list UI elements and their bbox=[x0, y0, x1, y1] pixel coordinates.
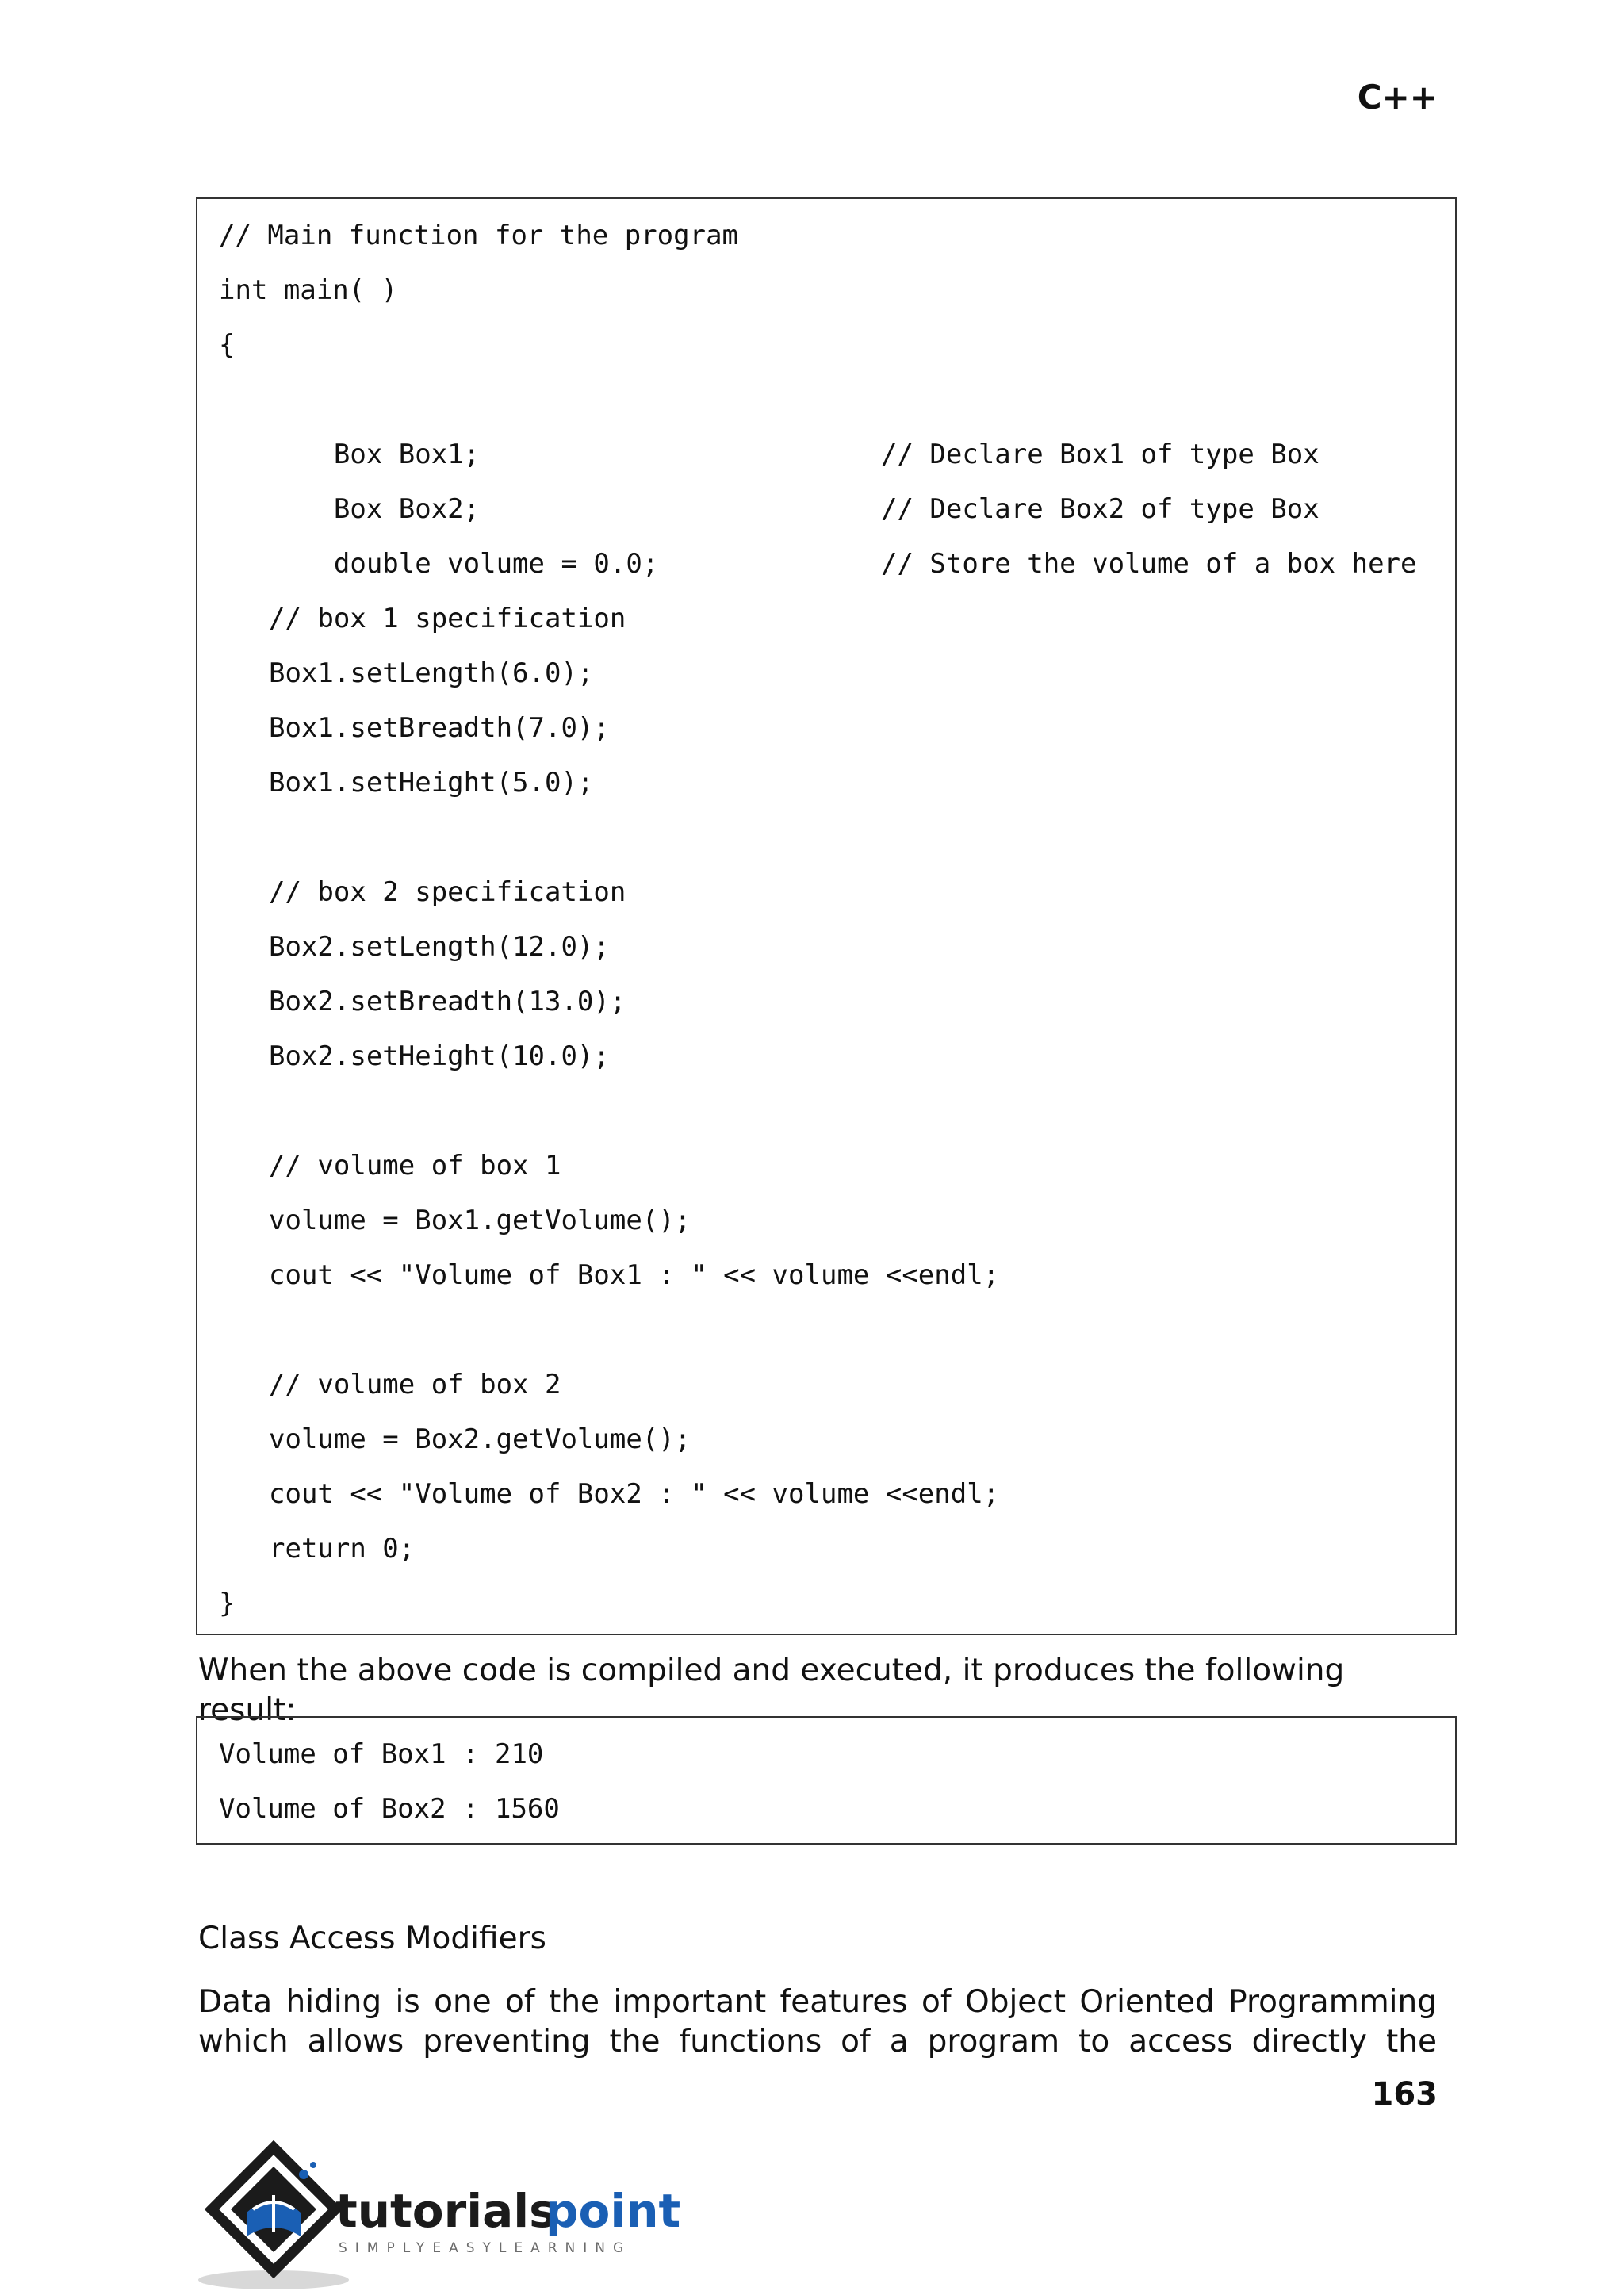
document-header-title: C++ bbox=[1357, 78, 1438, 117]
code-line bbox=[219, 373, 1455, 470]
code-line: cout << "Volume of Box2 : " << volume <<endl; bbox=[269, 1478, 1000, 1510]
code-line: // box 2 specification bbox=[269, 876, 626, 908]
code-line: volume = Box1.getVolume(); bbox=[269, 1205, 691, 1236]
code-comment: // Store the volume of a box here bbox=[881, 548, 1417, 580]
code-line: return 0; bbox=[269, 1533, 416, 1565]
body-line: which allows preventing the functions of a program to access directly the bbox=[198, 2024, 1437, 2059]
code-line bbox=[219, 427, 1455, 525]
blank-line bbox=[219, 1303, 1455, 1358]
page-number: 163 bbox=[1371, 2076, 1438, 2113]
body-paragraph bbox=[198, 1983, 1437, 2062]
code-line: // box 1 specification bbox=[269, 603, 626, 634]
code-line: Box2.setHeight(10.0); bbox=[269, 1040, 610, 1072]
code-line: Box2.setLength(12.0); bbox=[269, 931, 610, 963]
section-heading: Class Access Modifiers bbox=[198, 1921, 546, 1956]
code-comment: // Declare Box2 of type Box bbox=[881, 493, 1320, 525]
code-line: cout << "Volume of Box1 : " << volume <<endl; bbox=[269, 1259, 1000, 1291]
result-intro-text: When the above code is compiled and executed, it produces the following result: bbox=[198, 1653, 1345, 1728]
code-line: // volume of box 2 bbox=[269, 1369, 561, 1400]
logo-tagline: SIMPLYEASYLEARNING bbox=[339, 2240, 632, 2256]
code-line: // volume of box 1 bbox=[269, 1150, 561, 1182]
code-line: // Main function for the program bbox=[219, 220, 739, 251]
code-block-main bbox=[196, 197, 1457, 1635]
code-line bbox=[219, 482, 1455, 580]
code-block-output bbox=[196, 1716, 1457, 1845]
output-line: Volume of Box1 : 210 bbox=[219, 1738, 544, 1770]
code-line: Box1.setHeight(5.0); bbox=[269, 767, 594, 799]
code-line: Box1.setLength(6.0); bbox=[269, 657, 594, 689]
code-text: Box Box2; bbox=[333, 493, 481, 525]
blank-line bbox=[219, 810, 1455, 865]
logo-wordmark-main: tutorials bbox=[335, 2184, 557, 2238]
code-text: Box Box1; bbox=[333, 439, 481, 470]
code-text: double volume = 0.0; bbox=[333, 548, 659, 580]
code-line: Box2.setBreadth(13.0); bbox=[269, 986, 626, 1017]
code-line: int main( ) bbox=[219, 274, 398, 306]
code-line: } bbox=[219, 1588, 236, 1619]
logo-wordmark-accent: point bbox=[546, 2184, 681, 2238]
blank-line bbox=[219, 1084, 1455, 1139]
code-comment: // Declare Box1 of type Box bbox=[881, 439, 1320, 470]
code-line: Box1.setBreadth(7.0); bbox=[269, 712, 610, 744]
code-line: volume = Box2.getVolume(); bbox=[269, 1423, 691, 1455]
tutorialspoint-logo bbox=[194, 2133, 686, 2292]
body-line: Data hiding is one of the important features of Object Oriented Programming bbox=[198, 1984, 1437, 2020]
output-line: Volume of Box2 : 1560 bbox=[219, 1793, 560, 1825]
code-line: { bbox=[219, 329, 236, 361]
blank-line bbox=[219, 537, 1455, 592]
